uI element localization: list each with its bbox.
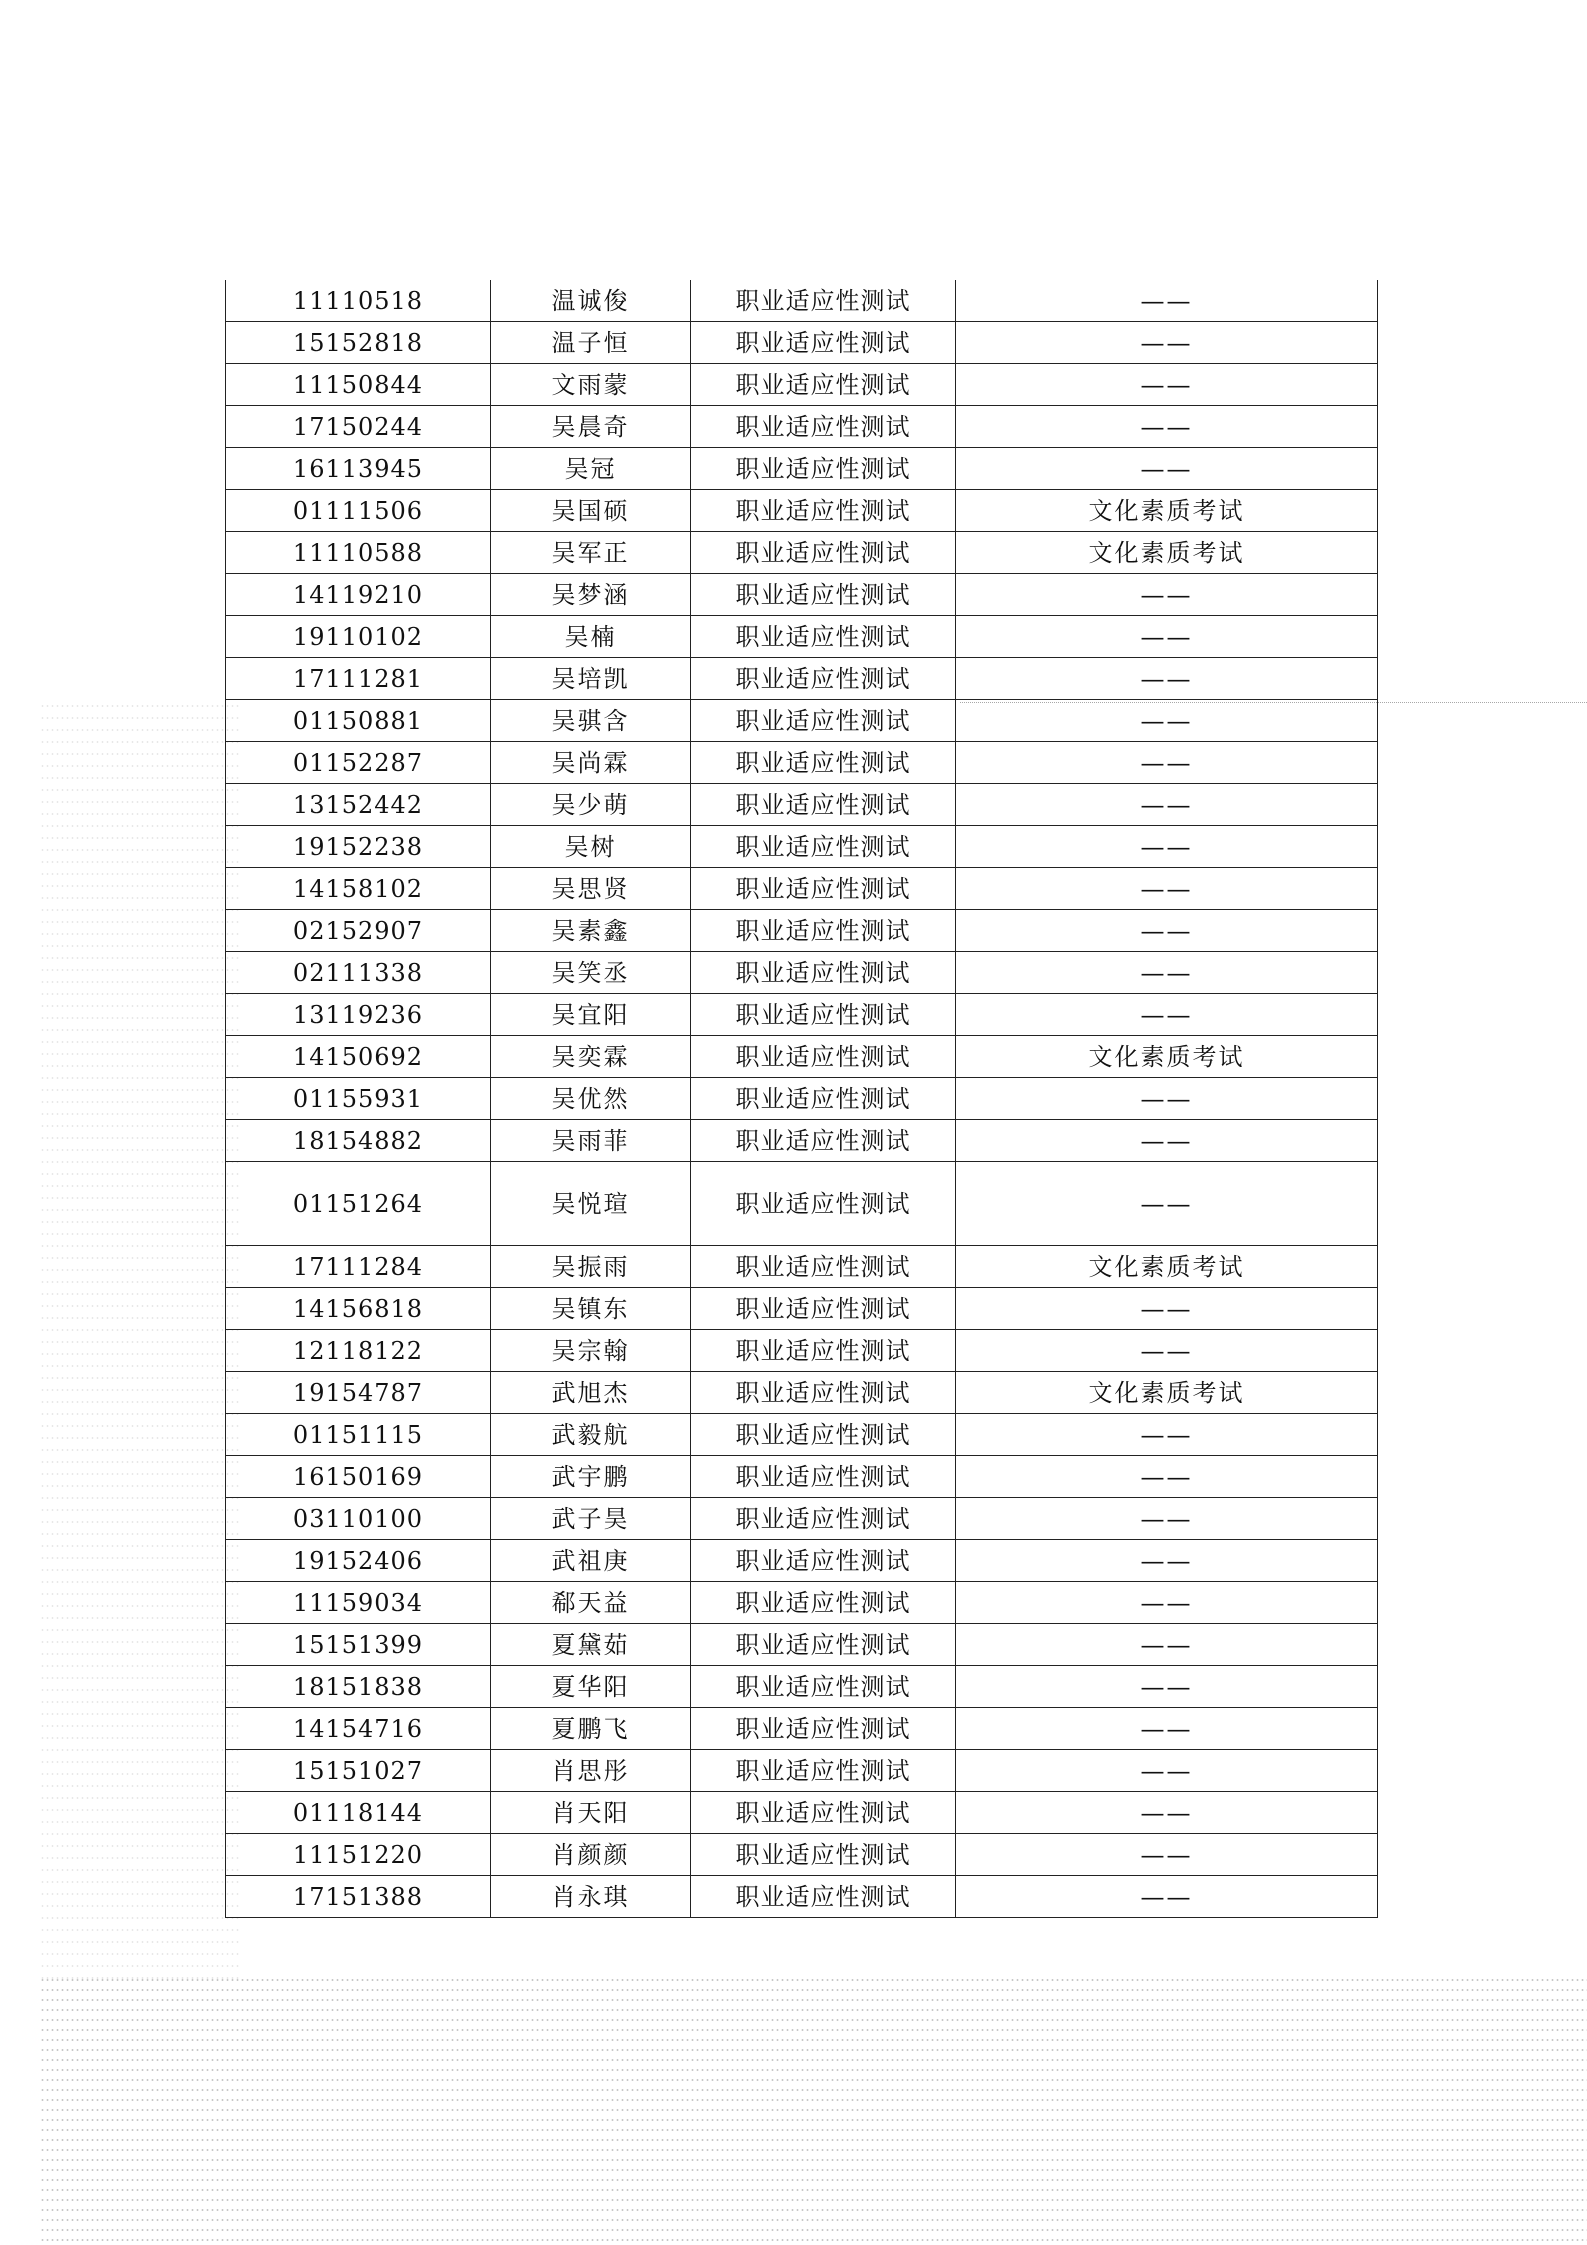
table-row [226,910,1378,952]
candidate-id-cell: 13152442 [226,784,491,826]
candidate-id-cell: 15151399 [226,1624,491,1666]
candidate-id-cell: 16150169 [226,1456,491,1498]
candidate-id-cell: 02152907 [226,910,491,952]
additional-test-cell: —— [956,1162,1378,1246]
table-row [226,1708,1378,1750]
additional-test-cell: 文化素质考试 [956,1246,1378,1288]
additional-test-cell: —— [956,364,1378,406]
candidate-id-cell: 16113945 [226,448,491,490]
test-type-cell: 职业适应性测试 [691,1498,956,1540]
candidate-name-cell: 吴宜阳 [491,994,691,1036]
additional-test-cell: —— [956,616,1378,658]
table-row [226,952,1378,994]
additional-test-cell: —— [956,1582,1378,1624]
candidate-name-cell: 郗天益 [491,1582,691,1624]
candidate-id-cell: 01150881 [226,700,491,742]
candidate-id-cell: 12118122 [226,1330,491,1372]
test-type-cell: 职业适应性测试 [691,1078,956,1120]
additional-test-cell: —— [956,994,1378,1036]
candidate-name-cell: 夏鹏飞 [491,1708,691,1750]
test-type-cell: 职业适应性测试 [691,1708,956,1750]
candidate-id-cell: 18154882 [226,1120,491,1162]
additional-test-cell: —— [956,1540,1378,1582]
test-type-cell: 职业适应性测试 [691,952,956,994]
test-type-cell: 职业适应性测试 [691,826,956,868]
candidate-name-cell: 武子昊 [491,1498,691,1540]
test-type-cell: 职业适应性测试 [691,994,956,1036]
table-row [226,280,1378,322]
candidate-name-cell: 吴雨菲 [491,1120,691,1162]
candidate-name-cell: 吴骐含 [491,700,691,742]
candidate-id-cell: 01152287 [226,742,491,784]
table-row [226,1372,1378,1414]
test-type-cell: 职业适应性测试 [691,406,956,448]
additional-test-cell: —— [956,1414,1378,1456]
candidate-name-cell: 夏华阳 [491,1666,691,1708]
candidate-id-cell: 11110588 [226,532,491,574]
candidate-name-cell: 温子恒 [491,322,691,364]
test-type-cell: 职业适应性测试 [691,1582,956,1624]
candidate-name-cell: 吴笑丞 [491,952,691,994]
scan-artifact-dots-left [40,700,240,1980]
candidate-id-cell: 01155931 [226,1078,491,1120]
additional-test-cell: —— [956,1834,1378,1876]
table-row [226,490,1378,532]
scan-artifact-dots-bottom [40,1975,1587,2245]
table-row [226,574,1378,616]
candidate-name-cell: 吴国硕 [491,490,691,532]
candidate-name-cell: 吴冠 [491,448,691,490]
additional-test-cell: —— [956,910,1378,952]
additional-test-cell: —— [956,784,1378,826]
candidate-id-cell: 13119236 [226,994,491,1036]
additional-test-cell: —— [956,280,1378,322]
additional-test-cell: —— [956,1456,1378,1498]
test-type-cell: 职业适应性测试 [691,1456,956,1498]
table-row [226,1330,1378,1372]
candidate-id-cell: 19152238 [226,826,491,868]
candidate-name-cell: 肖永琪 [491,1876,691,1918]
additional-test-cell: 文化素质考试 [956,1372,1378,1414]
test-type-cell: 职业适应性测试 [691,574,956,616]
candidate-name-cell: 武旭杰 [491,1372,691,1414]
additional-test-cell: 文化素质考试 [956,532,1378,574]
test-type-cell: 职业适应性测试 [691,364,956,406]
additional-test-cell: —— [956,1876,1378,1918]
additional-test-cell: —— [956,700,1378,742]
table-row [226,364,1378,406]
candidate-id-cell: 14154716 [226,1708,491,1750]
table-row [226,448,1378,490]
candidate-name-cell: 吴镇东 [491,1288,691,1330]
test-type-cell: 职业适应性测试 [691,658,956,700]
test-type-cell: 职业适应性测试 [691,1666,956,1708]
candidate-id-cell: 14150692 [226,1036,491,1078]
candidate-name-cell: 吴思贤 [491,868,691,910]
table-row [226,1792,1378,1834]
candidate-id-cell: 15152818 [226,322,491,364]
candidate-id-cell: 11159034 [226,1582,491,1624]
candidate-id-cell: 17111281 [226,658,491,700]
candidate-id-cell: 19110102 [226,616,491,658]
table-row [226,1120,1378,1162]
candidate-id-cell: 17150244 [226,406,491,448]
candidate-name-cell: 肖思彤 [491,1750,691,1792]
table-row [226,1876,1378,1918]
candidate-id-cell: 15151027 [226,1750,491,1792]
candidate-id-cell: 14156818 [226,1288,491,1330]
additional-test-cell: —— [956,1288,1378,1330]
test-type-cell: 职业适应性测试 [691,700,956,742]
candidate-id-cell: 19154787 [226,1372,491,1414]
candidate-id-cell: 19152406 [226,1540,491,1582]
test-type-cell: 职业适应性测试 [691,1162,956,1246]
table-row [226,994,1378,1036]
test-type-cell: 职业适应性测试 [691,448,956,490]
additional-test-cell: —— [956,574,1378,616]
test-type-cell: 职业适应性测试 [691,616,956,658]
table-row [226,1540,1378,1582]
additional-test-cell: —— [956,658,1378,700]
additional-test-cell: —— [956,1120,1378,1162]
test-type-cell: 职业适应性测试 [691,1036,956,1078]
additional-test-cell: —— [956,406,1378,448]
additional-test-cell: 文化素质考试 [956,1036,1378,1078]
additional-test-cell: —— [956,1792,1378,1834]
test-type-cell: 职业适应性测试 [691,910,956,952]
additional-test-cell: —— [956,322,1378,364]
candidate-name-cell: 武宇鹏 [491,1456,691,1498]
test-type-cell: 职业适应性测试 [691,1414,956,1456]
candidate-name-cell: 吴梦涵 [491,574,691,616]
table-row [226,1624,1378,1666]
additional-test-cell: —— [956,1624,1378,1666]
test-type-cell: 职业适应性测试 [691,280,956,322]
test-type-cell: 职业适应性测试 [691,784,956,826]
test-type-cell: 职业适应性测试 [691,1372,956,1414]
candidate-name-cell: 吴奕霖 [491,1036,691,1078]
additional-test-cell: —— [956,1498,1378,1540]
candidate-name-cell: 武祖庚 [491,1540,691,1582]
candidate-name-cell: 肖颜颜 [491,1834,691,1876]
additional-test-cell: —— [956,1078,1378,1120]
test-type-cell: 职业适应性测试 [691,1792,956,1834]
candidate-name-cell: 武毅航 [491,1414,691,1456]
test-type-cell: 职业适应性测试 [691,1834,956,1876]
table-row [226,1498,1378,1540]
candidate-table-body [226,280,1378,1918]
table-row [226,784,1378,826]
test-type-cell: 职业适应性测试 [691,1330,956,1372]
additional-test-cell: —— [956,1330,1378,1372]
additional-test-cell: —— [956,1750,1378,1792]
candidate-id-cell: 17151388 [226,1876,491,1918]
table-row [226,1750,1378,1792]
table-row [226,1834,1378,1876]
candidate-name-cell: 吴振雨 [491,1246,691,1288]
table-row [226,700,1378,742]
table-row [226,1414,1378,1456]
table-row [226,868,1378,910]
table-row [226,532,1378,574]
test-type-cell: 职业适应性测试 [691,742,956,784]
table-row [226,1666,1378,1708]
candidate-name-cell: 温诚俊 [491,280,691,322]
table-row [226,1288,1378,1330]
table-row [226,1456,1378,1498]
candidate-table [225,280,1378,1918]
candidate-id-cell: 17111284 [226,1246,491,1288]
candidate-name-cell: 吴宗翰 [491,1330,691,1372]
table-row [226,742,1378,784]
table-row [226,826,1378,868]
test-type-cell: 职业适应性测试 [691,1246,956,1288]
table-row [226,616,1378,658]
candidate-id-cell: 03110100 [226,1498,491,1540]
table-row [226,1162,1378,1246]
candidate-name-cell: 吴楠 [491,616,691,658]
candidate-id-cell: 01151115 [226,1414,491,1456]
candidate-name-cell: 吴培凯 [491,658,691,700]
table-row [226,1582,1378,1624]
candidate-name-cell: 文雨蒙 [491,364,691,406]
candidate-id-cell: 18151838 [226,1666,491,1708]
candidate-id-cell: 11150844 [226,364,491,406]
candidate-name-cell: 吴尚霖 [491,742,691,784]
candidate-id-cell: 11110518 [226,280,491,322]
additional-test-cell: 文化素质考试 [956,490,1378,532]
additional-test-cell: —— [956,952,1378,994]
candidate-id-cell: 01111506 [226,490,491,532]
additional-test-cell: —— [956,1708,1378,1750]
candidate-name-cell: 夏黛茹 [491,1624,691,1666]
candidate-id-cell: 01151264 [226,1162,491,1246]
candidate-name-cell: 吴素鑫 [491,910,691,952]
candidate-id-cell: 14119210 [226,574,491,616]
candidate-name-cell: 吴悦瑄 [491,1162,691,1246]
test-type-cell: 职业适应性测试 [691,1120,956,1162]
candidate-name-cell: 吴少萌 [491,784,691,826]
test-type-cell: 职业适应性测试 [691,490,956,532]
table-row [226,658,1378,700]
table-row [226,1246,1378,1288]
test-type-cell: 职业适应性测试 [691,1540,956,1582]
test-type-cell: 职业适应性测试 [691,1288,956,1330]
candidate-name-cell: 肖天阳 [491,1792,691,1834]
additional-test-cell: —— [956,826,1378,868]
test-type-cell: 职业适应性测试 [691,322,956,364]
candidate-id-cell: 02111338 [226,952,491,994]
test-type-cell: 职业适应性测试 [691,1750,956,1792]
candidate-name-cell: 吴晨奇 [491,406,691,448]
candidate-name-cell: 吴军正 [491,532,691,574]
additional-test-cell: —— [956,1666,1378,1708]
test-type-cell: 职业适应性测试 [691,1876,956,1918]
candidate-name-cell: 吴树 [491,826,691,868]
additional-test-cell: —— [956,742,1378,784]
test-type-cell: 职业适应性测试 [691,868,956,910]
table-row [226,1078,1378,1120]
candidate-id-cell: 14158102 [226,868,491,910]
candidate-name-cell: 吴优然 [491,1078,691,1120]
additional-test-cell: —— [956,448,1378,490]
table-row [226,406,1378,448]
table-row [226,1036,1378,1078]
table-row [226,322,1378,364]
candidate-id-cell: 01118144 [226,1792,491,1834]
test-type-cell: 职业适应性测试 [691,532,956,574]
additional-test-cell: —— [956,868,1378,910]
test-type-cell: 职业适应性测试 [691,1624,956,1666]
candidate-id-cell: 11151220 [226,1834,491,1876]
